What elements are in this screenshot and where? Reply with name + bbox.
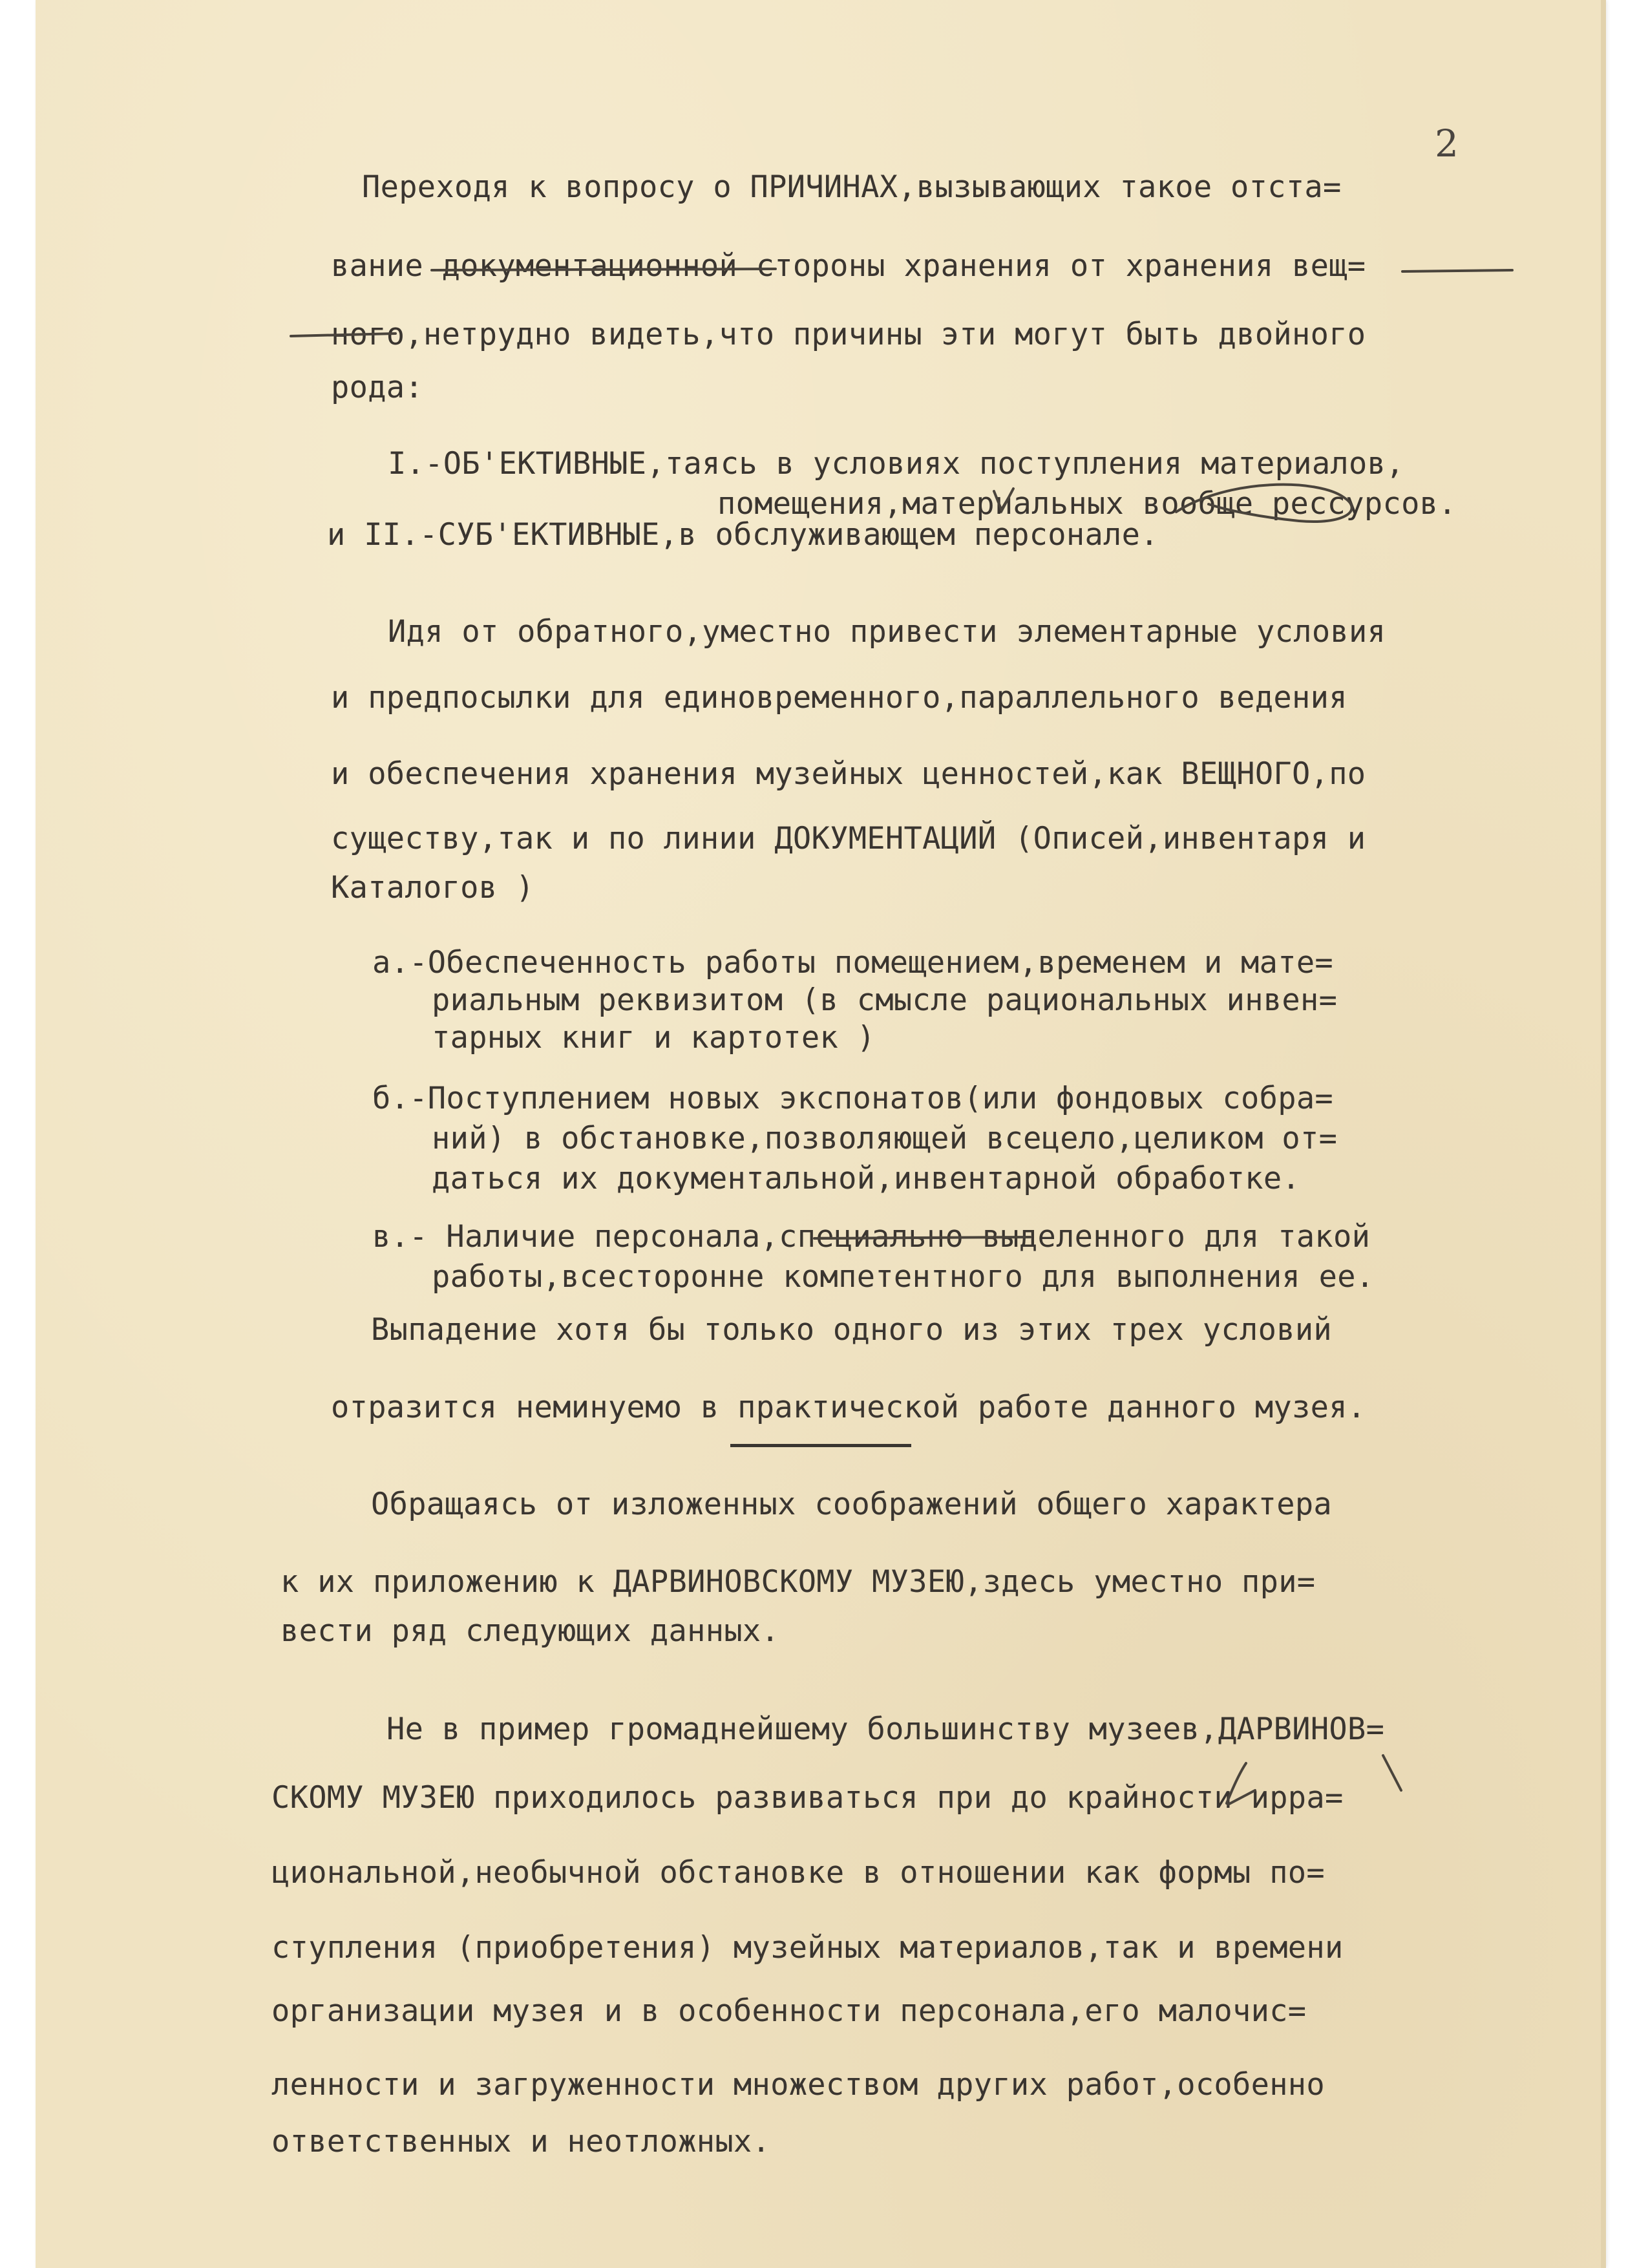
- paragraph-4-line-2: к их приложению к ДАРВИНОВСКОМУ МУЗЕЮ,здесь уместно при=: [280, 1564, 1316, 1600]
- paper-edge: [1601, 0, 1606, 2268]
- paragraph-2-line-1: Идя от обратного,уместно привести элементарные условия: [388, 614, 1386, 650]
- paragraph-1-line-3: ного,нетрудно видеть,что причины эти могут быть двойного: [331, 317, 1366, 352]
- paragraph-5-line-6: ленности и загруженности множеством других работ,особенно: [271, 2067, 1325, 2103]
- condition-a-line-3: тарных книг и картотек ): [432, 1020, 876, 1055]
- condition-a-line-1: а.-Обеспеченность работы помещением,временем и мате=: [372, 945, 1334, 980]
- cause-subjective: и II.-СУБ'ЕКТИВНЫЕ,в обслуживающем персонале.: [327, 517, 1159, 553]
- paragraph-4-line-1: Обращаясь от изложенных соображений общего характера: [371, 1487, 1333, 1522]
- cause-objective: I.-ОБ'ЕКТИВНЫЕ,таясь в условиях поступления материалов,: [388, 446, 1404, 482]
- paragraph-5-line-7: ответственных и неотложных.: [271, 2124, 771, 2159]
- condition-v-line-1: в.- Наличие персонала,специально выделенного для такой: [372, 1219, 1371, 1255]
- paragraph-2-line-2: и предпосылки для единовременного,параллельного ведения: [331, 680, 1347, 715]
- paragraph-1-line-1: Переходя к вопросу о ПРИЧИНАХ,вызывающих такое отста=: [362, 169, 1342, 205]
- paragraph-3-line-2: отразится неминуемо в практической работе данного музея.: [331, 1390, 1366, 1425]
- section-divider: [730, 1444, 911, 1447]
- paragraph-5-line-1: Не в пример громаднейшему большинству музеев,ДАРВИНОВ=: [386, 1712, 1385, 1747]
- condition-v-line-2: работы,всесторонне компетентного для выполнения ее.: [432, 1259, 1375, 1295]
- condition-b-line-1: б.-Поступлением новых экспонатов(или фондовых собра=: [372, 1081, 1334, 1116]
- paragraph-5-line-5: организации музея и в особенности персонала,его малочис=: [271, 1993, 1307, 2029]
- paragraph-5-line-3: циональной,необычной обстановке в отношении как формы по=: [271, 1855, 1325, 1891]
- paragraph-2-line-4: существу,так и по линии ДОКУМЕНТАЦИЙ (Описей,инвентаря и: [331, 821, 1366, 856]
- condition-b-line-2: ний) в обстановке,позволяющей всецело,целиком от=: [432, 1121, 1338, 1156]
- paragraph-1-line-4: рода:: [331, 370, 423, 405]
- cause-objective-continued: помещения,материальных вообще рессурсов.: [717, 486, 1457, 522]
- paragraph-2-line-5: Каталогов ): [331, 870, 534, 906]
- condition-b-line-3: даться их документальной,инвентарной обработке.: [432, 1161, 1301, 1196]
- paragraph-2-line-3: и обеспечения хранения музейных ценностей,как ВЕЩНОГО,по: [331, 756, 1366, 792]
- paragraph-1-line-2: вание документационной стороны хранения от хранения вещ=: [331, 248, 1366, 284]
- paragraph-5-line-2: СКОМУ МУЗЕЮ приходилось развиваться при до крайности ирра=: [271, 1780, 1344, 1816]
- page-number: 2: [1435, 122, 1459, 165]
- paragraph-4-line-3: вести ряд следующих данных.: [280, 1613, 780, 1649]
- paragraph-5-line-4: ступления (приобретения) музейных материалов,так и времени: [271, 1930, 1344, 1966]
- condition-a-line-2: риальным реквизитом (в смысле рациональных инвен=: [432, 982, 1338, 1018]
- paragraph-3-line-1: Выпадение хотя бы только одного из этих трех условий: [371, 1312, 1333, 1348]
